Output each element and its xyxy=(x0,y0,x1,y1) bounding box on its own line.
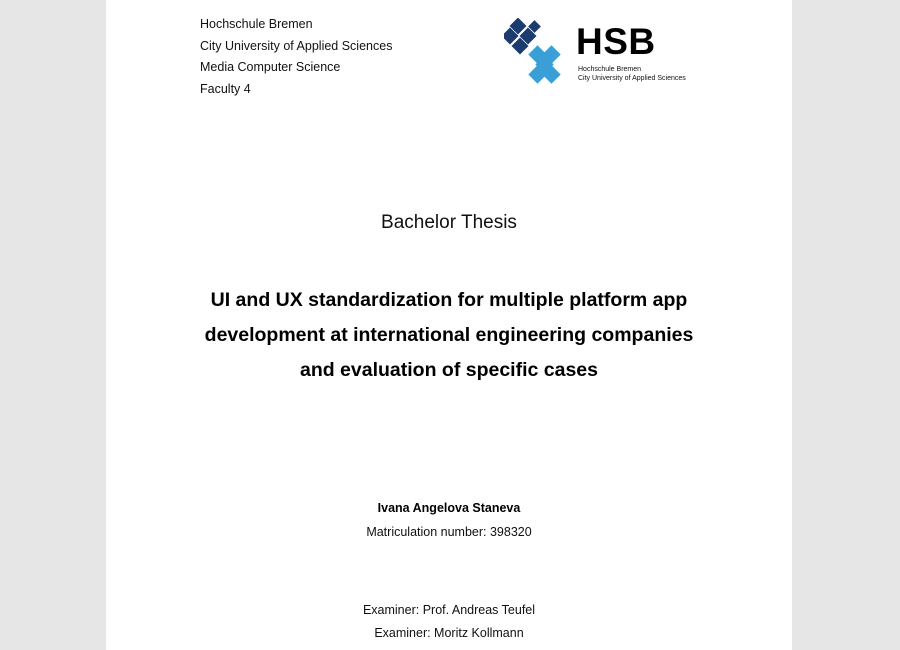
hsb-logo-mark-icon xyxy=(504,18,570,90)
institution-english-name: City University of Applied Sciences xyxy=(200,38,393,53)
thesis-title-line-1: UI and UX standardization for multiple platform app xyxy=(210,289,688,311)
matriculation-number: Matriculation number: 398320 xyxy=(366,525,532,539)
logo-subtitle-line-2: City University of Applied Sciences xyxy=(578,74,686,82)
document-page xyxy=(106,0,792,650)
thesis-type: Bachelor Thesis xyxy=(381,212,517,233)
thesis-title xyxy=(166,283,732,388)
hsb-logo xyxy=(504,18,704,90)
logo-subtitle-line-1: Hochschule Bremen xyxy=(578,66,642,73)
logo-subtitle xyxy=(578,66,686,83)
institution-name: Hochschule Bremen xyxy=(200,17,313,31)
institution-block xyxy=(200,14,392,100)
author-name: Ivana Angelova Staneva xyxy=(377,501,521,515)
study-program: Media Computer Science xyxy=(200,60,341,74)
examiner-1: Examiner: Prof. Andreas Teufel xyxy=(362,603,536,617)
logo-wordmark: HSB xyxy=(576,21,656,62)
thesis-title-line-3: and evaluation of specific cases xyxy=(299,359,599,381)
thesis-title-line-2: development at international engineering companies xyxy=(204,324,694,346)
examiner-2: Examiner: Moritz Kollmann xyxy=(374,626,524,640)
faculty: Faculty 4 xyxy=(200,81,251,96)
examiners-block xyxy=(106,599,792,645)
